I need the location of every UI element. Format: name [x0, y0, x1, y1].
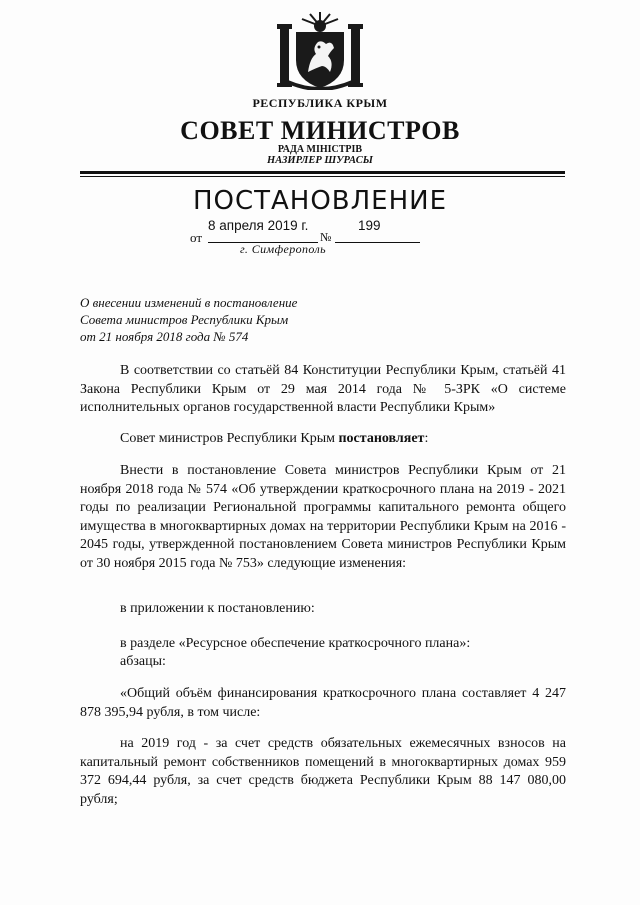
- subject-block: [80, 294, 380, 345]
- subject-line: О внесении изменений в постановление: [80, 295, 298, 310]
- resolves-text: Совет министров Республики Крым: [120, 431, 339, 446]
- paragraph-resolves: [80, 430, 566, 449]
- council-title: СОВЕТ МИНИСТРОВ: [180, 116, 460, 145]
- decree-date: 8 апреля 2019 г.: [208, 218, 309, 233]
- paragraph-total-funding: «Общий объём финансирования краткосрочного плана составляет 4 247 878 395,94 рубля, в том числе:: [80, 686, 566, 720]
- number-sign: №: [320, 230, 332, 244]
- subject-line: от 21 ноября 2018 года № 574: [80, 329, 249, 344]
- paragraph-abzacy: абзацы:: [120, 654, 166, 669]
- resolves-keyword: постановляет: [338, 431, 425, 446]
- decree-number: 199: [358, 218, 381, 233]
- paragraph-section: в разделе «Ресурсное обеспечение краткосрочного плана»:: [120, 636, 471, 651]
- date-prefix: от: [190, 230, 203, 245]
- number-underline: [335, 242, 420, 243]
- subject-line: Совета министров Республики Крым: [80, 312, 289, 327]
- paragraph-2019-funding: на 2019 год - за счет средств обязательных ежемесячных взносов на капитальный ремонт собственников помещений в многоквартирных домах 959 372 694,44 рубля, за счет средств бюджета Республики Крым 88 147 080,00 рубля;: [80, 736, 566, 807]
- rada-title: РАДА МІНІСТРІВ: [277, 144, 363, 155]
- resolves-colon: :: [424, 431, 429, 446]
- city-name: г. Симферополь: [240, 242, 327, 256]
- paragraph-legal-basis: В соответствии со статьёй 84 Конституции Республики Крым, статьёй 41 Закона Республики Крым от 29 мая 2014 года № 5-ЗРК «О системе исполнительных органов государственной власти Республики Крым»: [80, 363, 566, 415]
- republic-title: РЕСПУБЛИКА КРЫМ: [252, 96, 388, 110]
- paragraph-appendix: в приложении к постановлению:: [120, 601, 315, 616]
- header-divider-thick: [80, 171, 565, 174]
- paragraph-amendment: Внести в постановление Совета министров Республики Крым от 21 ноября 2018 года № 574 «Об утверждении краткосрочного плана на 2019 - 2021 годы по реализации Региональной программы капитального ремонта общего имущества в многоквартирных домах на территории Республики Крым на 2016 - 2045 годы, утвержденной постановлением Совета министров Республики Крым от 30 ноября 2015 года № 753» следующие изменения:: [80, 463, 566, 571]
- nazirler-title: НАЗИРЛЕР ШУРАСЫ: [267, 155, 373, 166]
- coat-of-arms-emblem: [272, 10, 368, 90]
- decree-title: ПОСТАНОВЛЕНИЕ: [192, 186, 448, 216]
- header-divider-thin: [80, 176, 565, 177]
